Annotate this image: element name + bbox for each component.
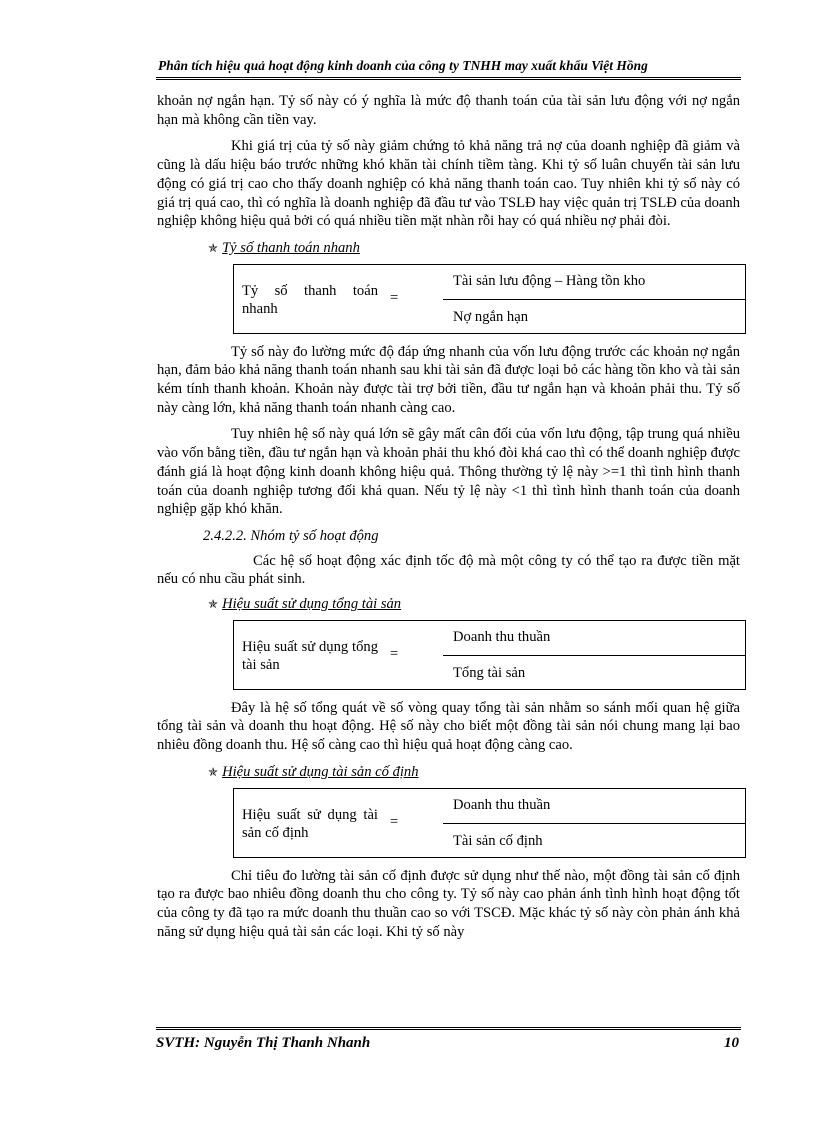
heading-total-asset-turnover [208,595,740,614]
section-heading: 2.4.2.2. Nhóm tỷ số hoạt động [203,527,379,544]
formula-total-asset-turnover [233,620,746,690]
equals-sign: = [390,645,399,662]
formula-left-term: Tỷ số thanh toán nhanh [242,282,378,317]
paragraph-4: Tuy nhiên hệ số này quá lớn sẽ gây mất cân đối của vốn lưu động, tập trung quá nhiều vào vốn bằng tiền, đầu tư ngắn hạn và khoản phải thu khó đòi khá cao thì có thể doanh nghiệp được đánh giá là hoạt động kinh doanh không hiệu quả. Thông thường tỷ lệ này >=1 thì tình hình thanh toán của doanh nghiệp tương đối khả quan. Nếu tỷ lệ này <1 thì tình hình thanh toán của doanh nghiệp gặp khó khăn. [157,426,740,518]
header-title: Phân tích hiệu quả hoạt động kinh doanh của công ty TNHH may xuất khẩu Việt Hồng [158,58,648,73]
equals-sign: = [390,813,399,830]
page-header [156,57,741,80]
page-footer [156,1027,741,1052]
star-icon: ✯ [208,764,219,779]
page-number: 10 [724,1035,739,1051]
formula-denominator: Tài sản cố định [453,832,543,849]
paragraph-7: Chỉ tiêu đo lường tài sản cố định được sử dụng như thế nào, một đồng tài sản cố định tạo ra được bao nhiêu đồng doanh thu cho công ty. Tỷ số này cao phản ánh tình hình hoạt động tốt của công ty đã tạo ra mức doanh thu thuần cao so với TSCĐ. Mặc khác tỷ số này còn phản ánh khả năng sử dụng hiệu quả tài sản các loại. Khi tỷ số này [157,867,740,940]
formula-quick-ratio [233,264,746,334]
paragraph-2: Khi giá trị của tỷ số này giảm chứng tỏ khả năng trả nợ của doanh nghiệp đã giảm và cũng là dấu hiệu báo trước những khó khăn tài chính tiềm tàng. Khi tỷ số luân chuyển tài sản lưu động có giá trị cao cho thấy doanh nghiệp có khả năng thanh toán cao. Tuy nhiên khi tỷ số này có giá trị quá cao, thì có nghĩa là doanh nghiệp đã đầu tư vào TSLĐ hay việc quản trị TSLĐ của doanh nghiệp không hiệu quả bởi có quá nhiều tiền mặt nhàn rỗi hay có quá nhiều nợ phải đòi. [157,138,740,230]
formula-numerator: Tài sản lưu động – Hàng tồn kho [443,265,745,300]
heading-quick-ratio-label: Tỷ số thanh toán nhanh [222,239,360,256]
formula-left-term: Hiệu suất sử dụng tổng tài sản [242,638,378,673]
paragraph-1: khoản nợ ngắn hạn. Tỷ số này có ý nghĩa là mức độ thanh toán của tài sản lưu động với nợ ngắn hạn mà không cần tiền vay. [157,93,740,128]
page-body [157,92,740,949]
formula-left-term: Hiệu suất sử dụng tài sản cố định [242,806,378,841]
heading-fixed-asset-turnover [208,763,740,782]
heading-quick-ratio [208,239,740,258]
paragraph-3: Tỷ số này đo lường mức độ đáp ứng nhanh của vốn lưu động trước các khoản nợ ngắn hạn, đảm bảo khả năng thanh toán nhanh sau khi tài sản đã được loại bỏ các hàng tồn kho và tài sản kém tính thanh khoản. Khoản này được tài trợ bởi tiền, đầu tư ngắn hạn và khoản phải thu. Tỷ số này càng lớn, khả năng thanh toán nhanh càng cao. [157,343,740,416]
paragraph-5: Các hệ số hoạt động xác định tốc độ mà một công ty có thể tạo ra được tiền mặt nếu có nhu cầu phát sinh. [157,552,740,588]
heading-fixed-asset-turnover-label: Hiệu suất sử dụng tài sản cố định [222,763,419,780]
star-icon: ✯ [208,240,219,255]
equals-sign: = [390,289,399,306]
star-icon: ✯ [208,597,219,612]
formula-numerator: Doanh thu thuần [443,621,745,656]
formula-denominator: Tổng tài sản [453,664,526,681]
footer-author: SVTH: Nguyễn Thị Thanh Nhanh [156,1035,371,1051]
heading-total-asset-turnover-label: Hiệu suất sử dụng tổng tài sản [222,596,402,613]
formula-numerator: Doanh thu thuần [443,789,745,824]
formula-fixed-asset-turnover [233,788,746,858]
paragraph-6: Đây là hệ số tổng quát về số vòng quay tổng tài sản nhằm so sánh mối quan hệ giữa tổng tài sản và doanh thu hoạt động. Hệ số này cho biết một đồng tài sản nói chung mang lại bao nhiêu đồng doanh thu. Hệ số càng cao thì hiệu quả hoạt động càng cao. [157,699,740,754]
formula-denominator: Nợ ngắn hạn [453,308,528,325]
